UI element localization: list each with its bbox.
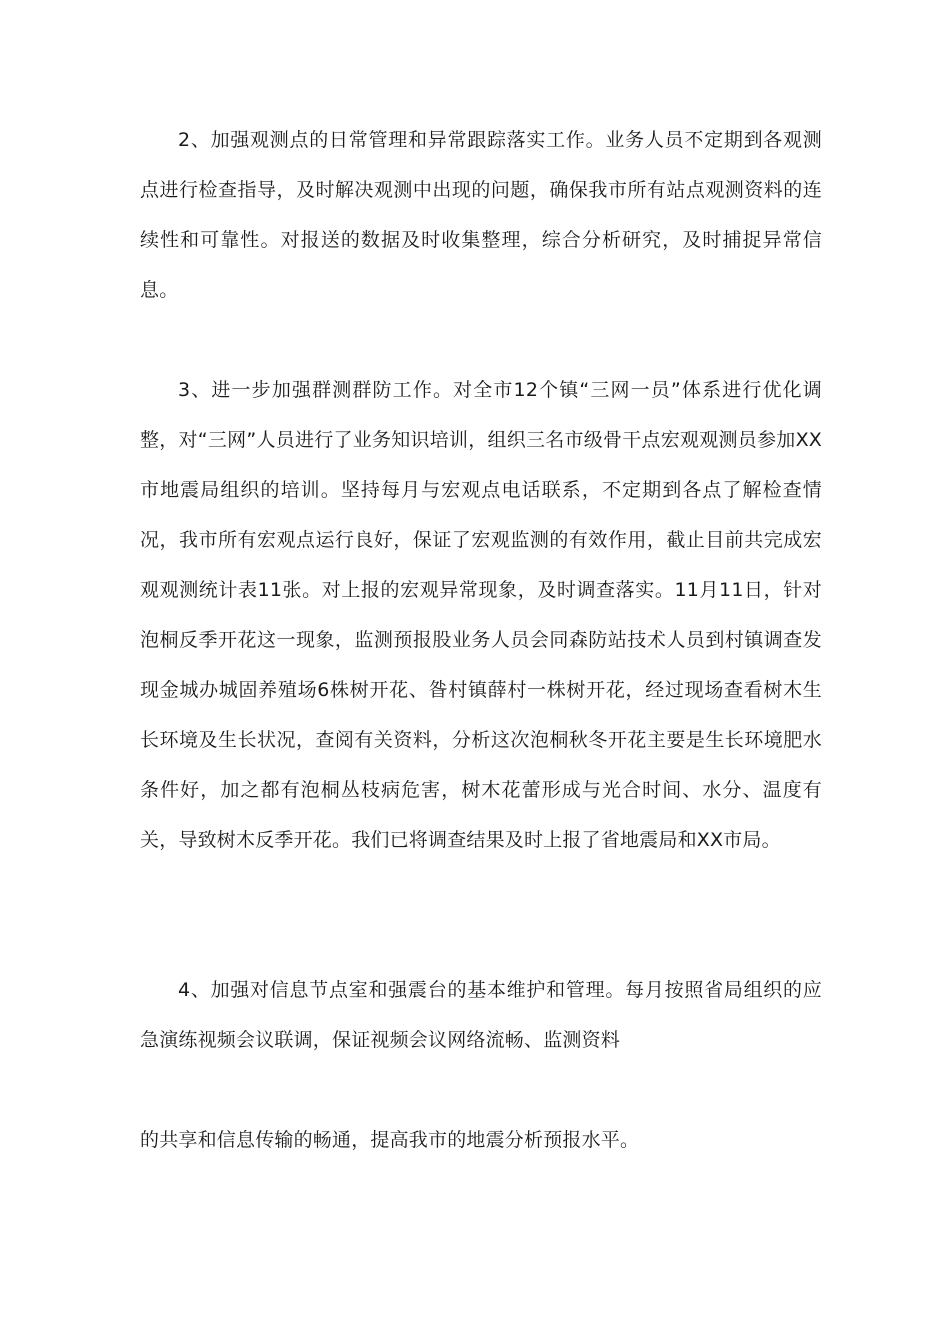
paragraph-item-4-continued: 的共享和信息传输的畅通，提高我市的地震分析预报水平。 — [140, 1129, 640, 1151]
paragraph-item-4: 4、加强对信息节点室和强震台的基本维护和管理。每月按照省局组织的应急演练视频会议联调，保证视频会议网络流畅、监测资料 — [140, 979, 822, 1051]
paragraph-item-3: 3、进一步加强群测群防工作。对全市12个镇“三网一员”体系进行优化调整，对“三网”人员进行了业务知识培训，组织三名市级骨干点宏观观测员参加XX市地震局组织的培训。坚持每月与宏观点电话联系，不定期到各点了解检查情况，我市所有宏观点运行良好，保证了宏观监测的有效作用，截止目前共完成宏观观测统计表11张。对上报的宏观异常现象，及时调查落实。11月11日，针对泡桐反季开花这一现象，监测预报股业务人员会同森防站技术人员到村镇调查发现金城办城固养殖场6株树开花、昝村镇薛村一株树开花，经过现场查看树木生长环境及生长状况，查阅有关资料，分析这次泡桐秋冬开花主要是生长环境肥水条件好，加之都有泡桐丛枝病危害，树木花蕾形成与光合时间、水分、温度有关，导致树木反季开花。我们已将调查结果及时上报了省地震局和XX市局。 — [140, 379, 822, 851]
paragraph-item-2: 2、加强观测点的日常管理和异常跟踪落实工作。业务人员不定期到各观测点进行检查指导，及时解决观测中出现的问题，确保我市所有站点观测资料的连续性和可靠性。对报送的数据及时收集整理，综合分析研究，及时捕捉异常信息。 — [140, 129, 822, 301]
